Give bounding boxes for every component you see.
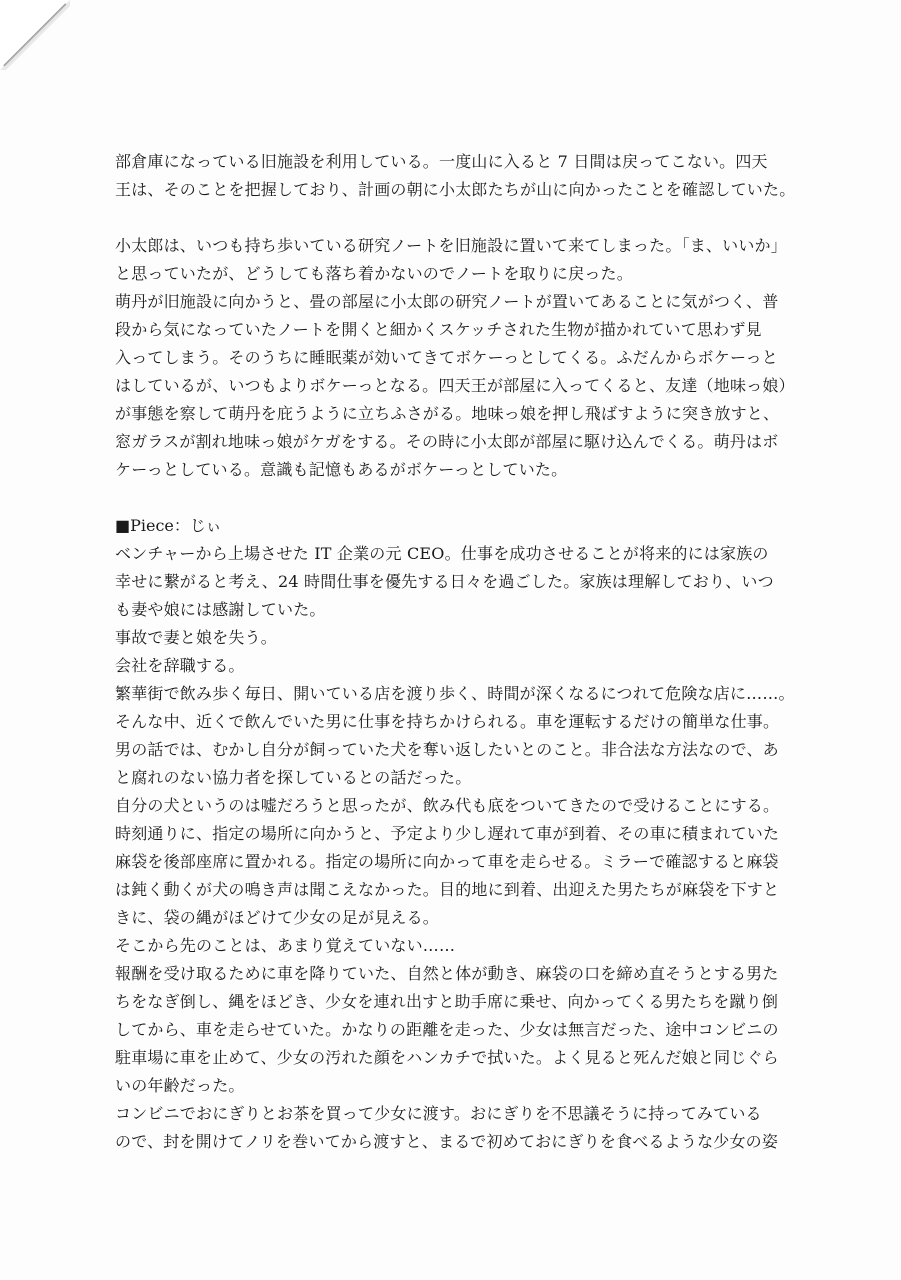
text-line: 時刻通りに、指定の場所に向かうと、予定より少し遅れて車が到着、その車に積まれていた bbox=[115, 824, 780, 843]
text-line: が事態を察して萌丹を庇うように立ちふさがる。地味っ娘を押し飛ばすように突き放すと、 bbox=[115, 404, 780, 423]
text-line: はしているが、いつもよりボケーっとなる。四天王が部屋に入ってくると、友達（地味っ娘） bbox=[115, 376, 795, 395]
text-line: 男の話では、むかし自分が飼っていた犬を奪い返したいとのこと。非合法な方法なので、あ bbox=[115, 740, 779, 759]
text-line: してから、車を走らせていた。かなりの距離を走った、少女は無言だった、途中コンビニの bbox=[115, 1020, 779, 1039]
text-line: 小太郎は、いつも持ち歩いている研究ノートを旧施設に置いて来てしまった。「ま、いいか」 bbox=[115, 236, 787, 255]
text-line: 麻袋を後部座席に置かれる。指定の場所に向かって車を走らせる。ミラーで確認すると麻袋 bbox=[115, 852, 779, 871]
section-heading: ■Piece：じぃ bbox=[115, 516, 222, 535]
text-line: 王は、そのことを把握しており、計画の朝に小太郎たちが山に向かったことを確認していた。 bbox=[115, 180, 796, 199]
text-line: ケーっとしている。意識も記憶もあるがボケーっとしていた。 bbox=[115, 460, 568, 479]
text-line: コンビニでおにぎりとお茶を買って少女に渡す。おにぎりを不思議そうに持ってみている bbox=[115, 1104, 762, 1123]
text-line: 部倉庫になっている旧施設を利用している。一度山に入ると 7 日間は戻ってこない。四天 bbox=[115, 152, 768, 171]
text-line: 入ってしまう。そのうちに睡眠薬が効いてきてボケーっとしてくる。ふだんからボケーっと bbox=[115, 348, 778, 367]
text-line: 段から気になっていたノートを開くと細かくスケッチされた生物が描かれていて思わず見 bbox=[115, 320, 762, 339]
paragraph-2 bbox=[115, 232, 795, 484]
text-line: 報酬を受け取るために車を降りていた、自然と体が動き、麻袋の口を締め直そうとする男た bbox=[115, 964, 779, 983]
text-line: は鈍く動くが犬の鳴き声は聞こえなかった。目的地に到着、出迎えた男たちが麻袋を下すと bbox=[115, 880, 780, 899]
text-line: も妻や娘には感謝していた。 bbox=[115, 600, 326, 619]
text-line: と思っていたが、どうしても落ち着かないのでノートを取りに戻った。 bbox=[115, 264, 633, 283]
text-line: ちをなぎ倒し、縄をほどき、少女を連れ出すと助手席に乗せ、向かってくる男たちを蹴り倒 bbox=[115, 992, 779, 1011]
text-line: きに、袋の縄がほどけて少女の足が見える。 bbox=[115, 908, 440, 927]
text-line: 駐車場に車を止めて、少女の汚れた顔をハンカチで拭いた。よく見ると死んだ娘と同じぐら bbox=[115, 1048, 779, 1067]
text-line: と腐れのない協力者を探しているとの話だった。 bbox=[115, 768, 472, 787]
text-line: 萌丹が旧施設に向かうと、畳の部屋に小太郎の研究ノートが置いてあることに気がつく、普 bbox=[115, 292, 779, 311]
text-line: そこから先のことは、あまり覚えていない…… bbox=[115, 936, 456, 955]
paragraph-gap bbox=[115, 204, 795, 232]
text-line: ベンチャーから上場させた IT 企業の元 CEO。仕事を成功させることが将来的には家族の bbox=[115, 544, 769, 563]
text-line: 繁華街で飲み歩く毎日、開いている店を渡り歩く、時間が深くなるにつれて危険な店に……。 bbox=[115, 684, 795, 703]
paragraph-1 bbox=[115, 148, 795, 204]
document-body bbox=[115, 148, 795, 1156]
text-line: ので、封を開けてノリを巻いてから渡すと、まるで初めておにぎりを食べるような少女の姿 bbox=[115, 1132, 779, 1151]
text-line: 幸せに繋がると考え、24 時間仕事を優先する日々を過ごした。家族は理解しており、いつ bbox=[115, 572, 774, 591]
paragraph-gap bbox=[115, 484, 795, 512]
text-line: 事故で妻と娘を失う。 bbox=[115, 628, 278, 647]
folded-corner-icon bbox=[0, 0, 70, 70]
text-line: 窓ガラスが割れ地味っ娘がケガをする。その時に小太郎が部屋に駆け込んでくる。萌丹はボ bbox=[115, 432, 779, 451]
text-line: 自分の犬というのは嘘だろうと思ったが、飲み代も底をついてきたので受けることにする。 bbox=[115, 796, 780, 815]
text-line: いの年齢だった。 bbox=[115, 1076, 245, 1095]
paragraph-3 bbox=[115, 540, 795, 1156]
text-line: そんな中、近くで飲んでいた男に仕事を持ちかけられる。車を運転するだけの簡単な仕事。 bbox=[115, 712, 780, 731]
text-line: 会社を辞職する。 bbox=[115, 656, 245, 675]
